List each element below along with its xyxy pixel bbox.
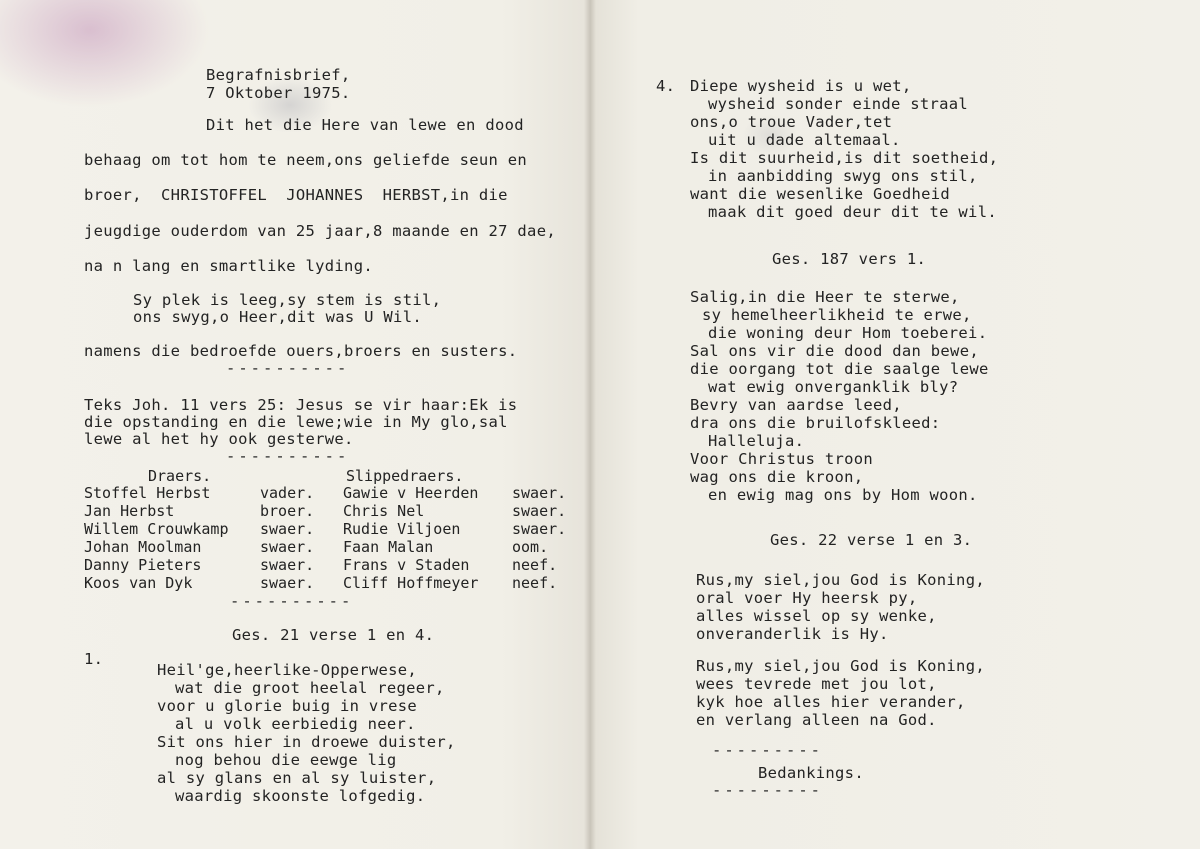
- hymn-line: nog behou die eewge lig: [175, 751, 397, 769]
- bearer-name: Stoffel Herbst: [84, 484, 211, 502]
- family-line: namens die bedroefde ouers,broers en susters.: [84, 342, 518, 360]
- divider: ---------: [712, 741, 823, 759]
- hymn-line: Diepe wysheid is u wet,: [690, 77, 912, 95]
- right-page: [590, 0, 1200, 849]
- intro-line: jeugdige ouderdom van 25 jaar,8 maande en 27 dae,: [84, 222, 556, 240]
- hymn-title: Ges. 21 verse 1 en 4.: [232, 626, 435, 644]
- hymn-line: al u volk eerbiedig neer.: [175, 715, 416, 733]
- hymn-line: uit u dade altemaal.: [708, 131, 901, 149]
- intro-line: Dit het die Here van lewe en dood: [206, 116, 524, 134]
- hymn-verse-number: 4.: [656, 77, 676, 95]
- pallbearer-relation: swaer.: [512, 484, 567, 502]
- hymn-line: die woning deur Hom toeberei.: [708, 324, 988, 342]
- pallbearer-name: Faan Malan: [343, 538, 434, 556]
- bearer-relation: swaer.: [260, 538, 315, 556]
- hymn-line: die oorgang tot die saalge lewe: [690, 360, 989, 378]
- hymn-line: Is dit suurheid,is dit soetheid,: [690, 149, 999, 167]
- bearers-header: Draers.: [148, 467, 212, 485]
- thanks-heading: Bedankings.: [758, 764, 864, 782]
- hymn-line: dra ons die bruilofskleed:: [690, 414, 941, 432]
- pallbearer-name: Gawie v Heerden: [343, 484, 479, 502]
- pallbearer-name: Frans v Staden: [343, 556, 470, 574]
- hymn-line: sy hemelheerlikheid te erwe,: [702, 306, 972, 324]
- hymn-verse-number: 1.: [84, 650, 104, 668]
- bearer-name: Danny Pieters: [84, 556, 202, 574]
- left-page: [0, 0, 590, 849]
- hymn-line: Salig,in die Heer te sterwe,: [690, 288, 960, 306]
- pallbearer-relation: neef.: [512, 556, 558, 574]
- bearer-relation: broer.: [260, 502, 315, 520]
- hymn-line: voor u glorie buig in vrese: [157, 697, 418, 715]
- bearer-relation: vader.: [260, 484, 315, 502]
- divider: ----------: [226, 447, 350, 465]
- hymn-line: onveranderlik is Hy.: [696, 625, 889, 643]
- divider: ----------: [226, 359, 350, 377]
- scripture-line: Teks Joh. 11 vers 25: Jesus se vir haar:Ek is: [84, 396, 518, 414]
- hymn-line: kyk hoe alles hier verander,: [696, 693, 966, 711]
- hymn-line: maak dit goed deur dit te wil.: [708, 203, 997, 221]
- hymn-line: al sy glans en al sy luister,: [157, 769, 437, 787]
- hymn-line: wysheid sonder einde straal: [708, 95, 969, 113]
- hymn-line: Bevry van aardse leed,: [690, 396, 902, 414]
- pallbearer-relation: neef.: [512, 574, 558, 592]
- hymn-line: ons,o troue Vader,tet: [690, 113, 893, 131]
- verse-line: Sy plek is leeg,sy stem is stil,: [133, 291, 442, 309]
- hymn-line: in aanbidding swyg ons stil,: [708, 167, 978, 185]
- verse-line: ons swyg,o Heer,dit was U Wil.: [133, 308, 422, 326]
- pallbearer-name: Cliff Hoffmeyer: [343, 574, 479, 592]
- hymn-line: wees tevrede met jou lot,: [696, 675, 937, 693]
- hymn-line: wag ons die kroon,: [690, 468, 864, 486]
- hymn-line: waardig skoonste lofgedig.: [175, 787, 426, 805]
- bearer-name: Koos van Dyk: [84, 574, 193, 592]
- bearer-relation: swaer.: [260, 556, 315, 574]
- intro-line: broer, CHRISTOFFEL JOHANNES HERBST,in die: [84, 186, 508, 204]
- pallbearer-relation: oom.: [512, 538, 549, 556]
- hymn-line: en ewig mag ons by Hom woon.: [708, 486, 978, 504]
- hymn-line: Heil'ge,heerlike-Opperwese,: [157, 661, 418, 679]
- pallbearer-relation: swaer.: [512, 520, 567, 538]
- bearer-relation: swaer.: [260, 520, 315, 538]
- hymn-line: Halleluja.: [708, 432, 805, 450]
- hymn-title: Ges. 187 vers 1.: [772, 250, 927, 268]
- bearer-name: Johan Moolman: [84, 538, 202, 556]
- scripture-line: die opstanding en die lewe;wie in My glo,sal: [84, 413, 508, 431]
- divider: ----------: [230, 592, 354, 610]
- hymn-title: Ges. 22 verse 1 en 3.: [770, 531, 973, 549]
- bearer-relation: swaer.: [260, 574, 315, 592]
- scripture-line: lewe al het hy ook gesterwe.: [84, 430, 354, 448]
- intro-line: behaag om tot hom te neem,ons geliefde seun en: [84, 151, 528, 169]
- letter-date: 7 Oktober 1975.: [206, 84, 351, 102]
- hymn-line: oral voer Hy heersk py,: [696, 589, 918, 607]
- hymn-line: Sal ons vir die dood dan bewe,: [690, 342, 979, 360]
- hymn-line: Sit ons hier in droewe duister,: [157, 733, 456, 751]
- bearer-name: Jan Herbst: [84, 502, 175, 520]
- hymn-line: want die wesenlike Goedheid: [690, 185, 951, 203]
- pallbearer-relation: swaer.: [512, 502, 567, 520]
- pallbearers-header: Slippedraers.: [346, 467, 464, 485]
- hymn-line: Rus,my siel,jou God is Koning,: [696, 657, 985, 675]
- hymn-line: wat ewig onverganklik bly?: [708, 378, 959, 396]
- hymn-line: alles wissel op sy wenke,: [696, 607, 937, 625]
- letter-title: Begrafnisbrief,: [206, 66, 351, 84]
- bearer-name: Willem Crouwkamp: [84, 520, 229, 538]
- divider: ---------: [712, 781, 823, 799]
- hymn-line: Rus,my siel,jou God is Koning,: [696, 571, 985, 589]
- hymn-line: wat die groot heelal regeer,: [175, 679, 445, 697]
- page-fold: [584, 0, 596, 849]
- hymn-line: en verlang alleen na God.: [696, 711, 937, 729]
- pallbearer-name: Chris Nel: [343, 502, 425, 520]
- hymn-line: Voor Christus troon: [690, 450, 874, 468]
- intro-line: na n lang en smartlike lyding.: [84, 257, 373, 275]
- pallbearer-name: Rudie Viljoen: [343, 520, 461, 538]
